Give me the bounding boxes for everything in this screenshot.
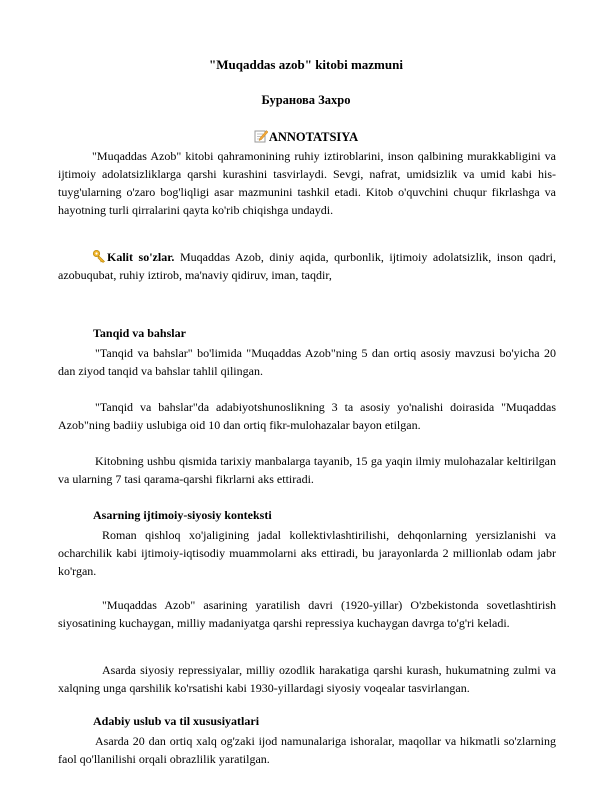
section1-paragraph: "Tanqid va bahslar" bo'limida "Muqaddas Azob"ning 5 dan ortiq asosiy mavzusi bo'yicha 20 dan ziyod tanqid va bahslar tahlil qilingan. <box>58 346 556 378</box>
document-title: "Muqaddas azob" kitobi mazmuni <box>209 57 403 72</box>
section2-paragraph: Roman qishloq xo'jaligining jadal kollektivlashtirilishi, dehqonlarning yersizlanishi va ocharchilik kabi ijtimoiy-iqtisodiy muammolarni aks ettiradi, bu jarayonlarda 2 millionlab odam jabr ko'rgan. <box>58 528 556 578</box>
section2-paragraph: Asarda siyosiy repressiyalar, milliy ozodlik harakatiga qarshi kurash, hukumatning zulmi va xalqning unga qarshilik ko'rsatishi kabi 1930-yillardagi siyosiy voqealar tasvirlangan. <box>58 663 556 695</box>
key-icon <box>92 249 106 263</box>
keywords-label: Kalit so'zlar. <box>107 250 175 264</box>
annotation-heading-row <box>0 129 612 145</box>
section2-heading: Asarning ijtimoiy-siyosiy konteksti <box>93 508 272 522</box>
author-name: Буранова Захро <box>261 93 351 107</box>
memo-icon <box>254 129 268 143</box>
keywords-paragraph <box>58 248 556 284</box>
annotation-heading: ANNOTATSIYA <box>268 130 359 144</box>
annotation-text: "Muqaddas Azob" kitobi qahramonining ruhiy iztiroblarini, inson qalbining murakkabligini va ijtimoiy adolatsizliklarga qarshi kurashini tasvirlaydi. Sevgi, nafrat, umidsizlik va umid kabi his-tuyg'ularning o'zaro bog'liqligi asar mazmunini tashkil etadi. Kitob o'quvchini chuqur fikrlashga va hayotning turli qirralarini qayta ko'rib chiqishga undaydi. <box>58 149 556 217</box>
section1-paragraph: Kitobning ushbu qismida tarixiy manbalarga tayanib, 15 ga yaqin ilmiy mulohazalar keltirilgan va ularning 7 tasi qarama-qarshi fikrlarni aks ettiradi. <box>58 454 556 486</box>
section1-heading: Tanqid va bahslar <box>93 326 186 340</box>
section3-heading: Adabiy uslub va til xususiyatlari <box>93 714 260 728</box>
keywords-text: Muqaddas Azob, diniy aqida, qurbonlik, ijtimoiy adolatsizlik, inson qadri, azobuqubat, ruhiy iztirob, ma'naviy qidiruv, iman, taqdir, <box>58 250 557 282</box>
section1-paragraph: "Tanqid va bahslar"da adabiyotshunoslikning 3 ta asosiy yo'nalishi doirasida "Muqaddas Azob"ning badiiy uslubiga oid 10 dan ortiq fikr-mulohazalar bayon etilgan. <box>58 400 556 432</box>
section3-paragraph: Asarda 20 dan ortiq xalq og'zaki ijod namunalariga ishoralar, maqollar va hikmatli so'zlarning faol qo'llanilishi orqali obrazlilik yaratilgan. <box>58 734 556 766</box>
section2-paragraph: "Muqaddas Azob" asarining yaratilish davri (1920-yillar) O'zbekistonda sovetlashtirish siyosatining kuchaygan, milliy madaniyatga qarshi repressiya kuchaygan davrga to'g'ri keladi. <box>58 598 556 630</box>
